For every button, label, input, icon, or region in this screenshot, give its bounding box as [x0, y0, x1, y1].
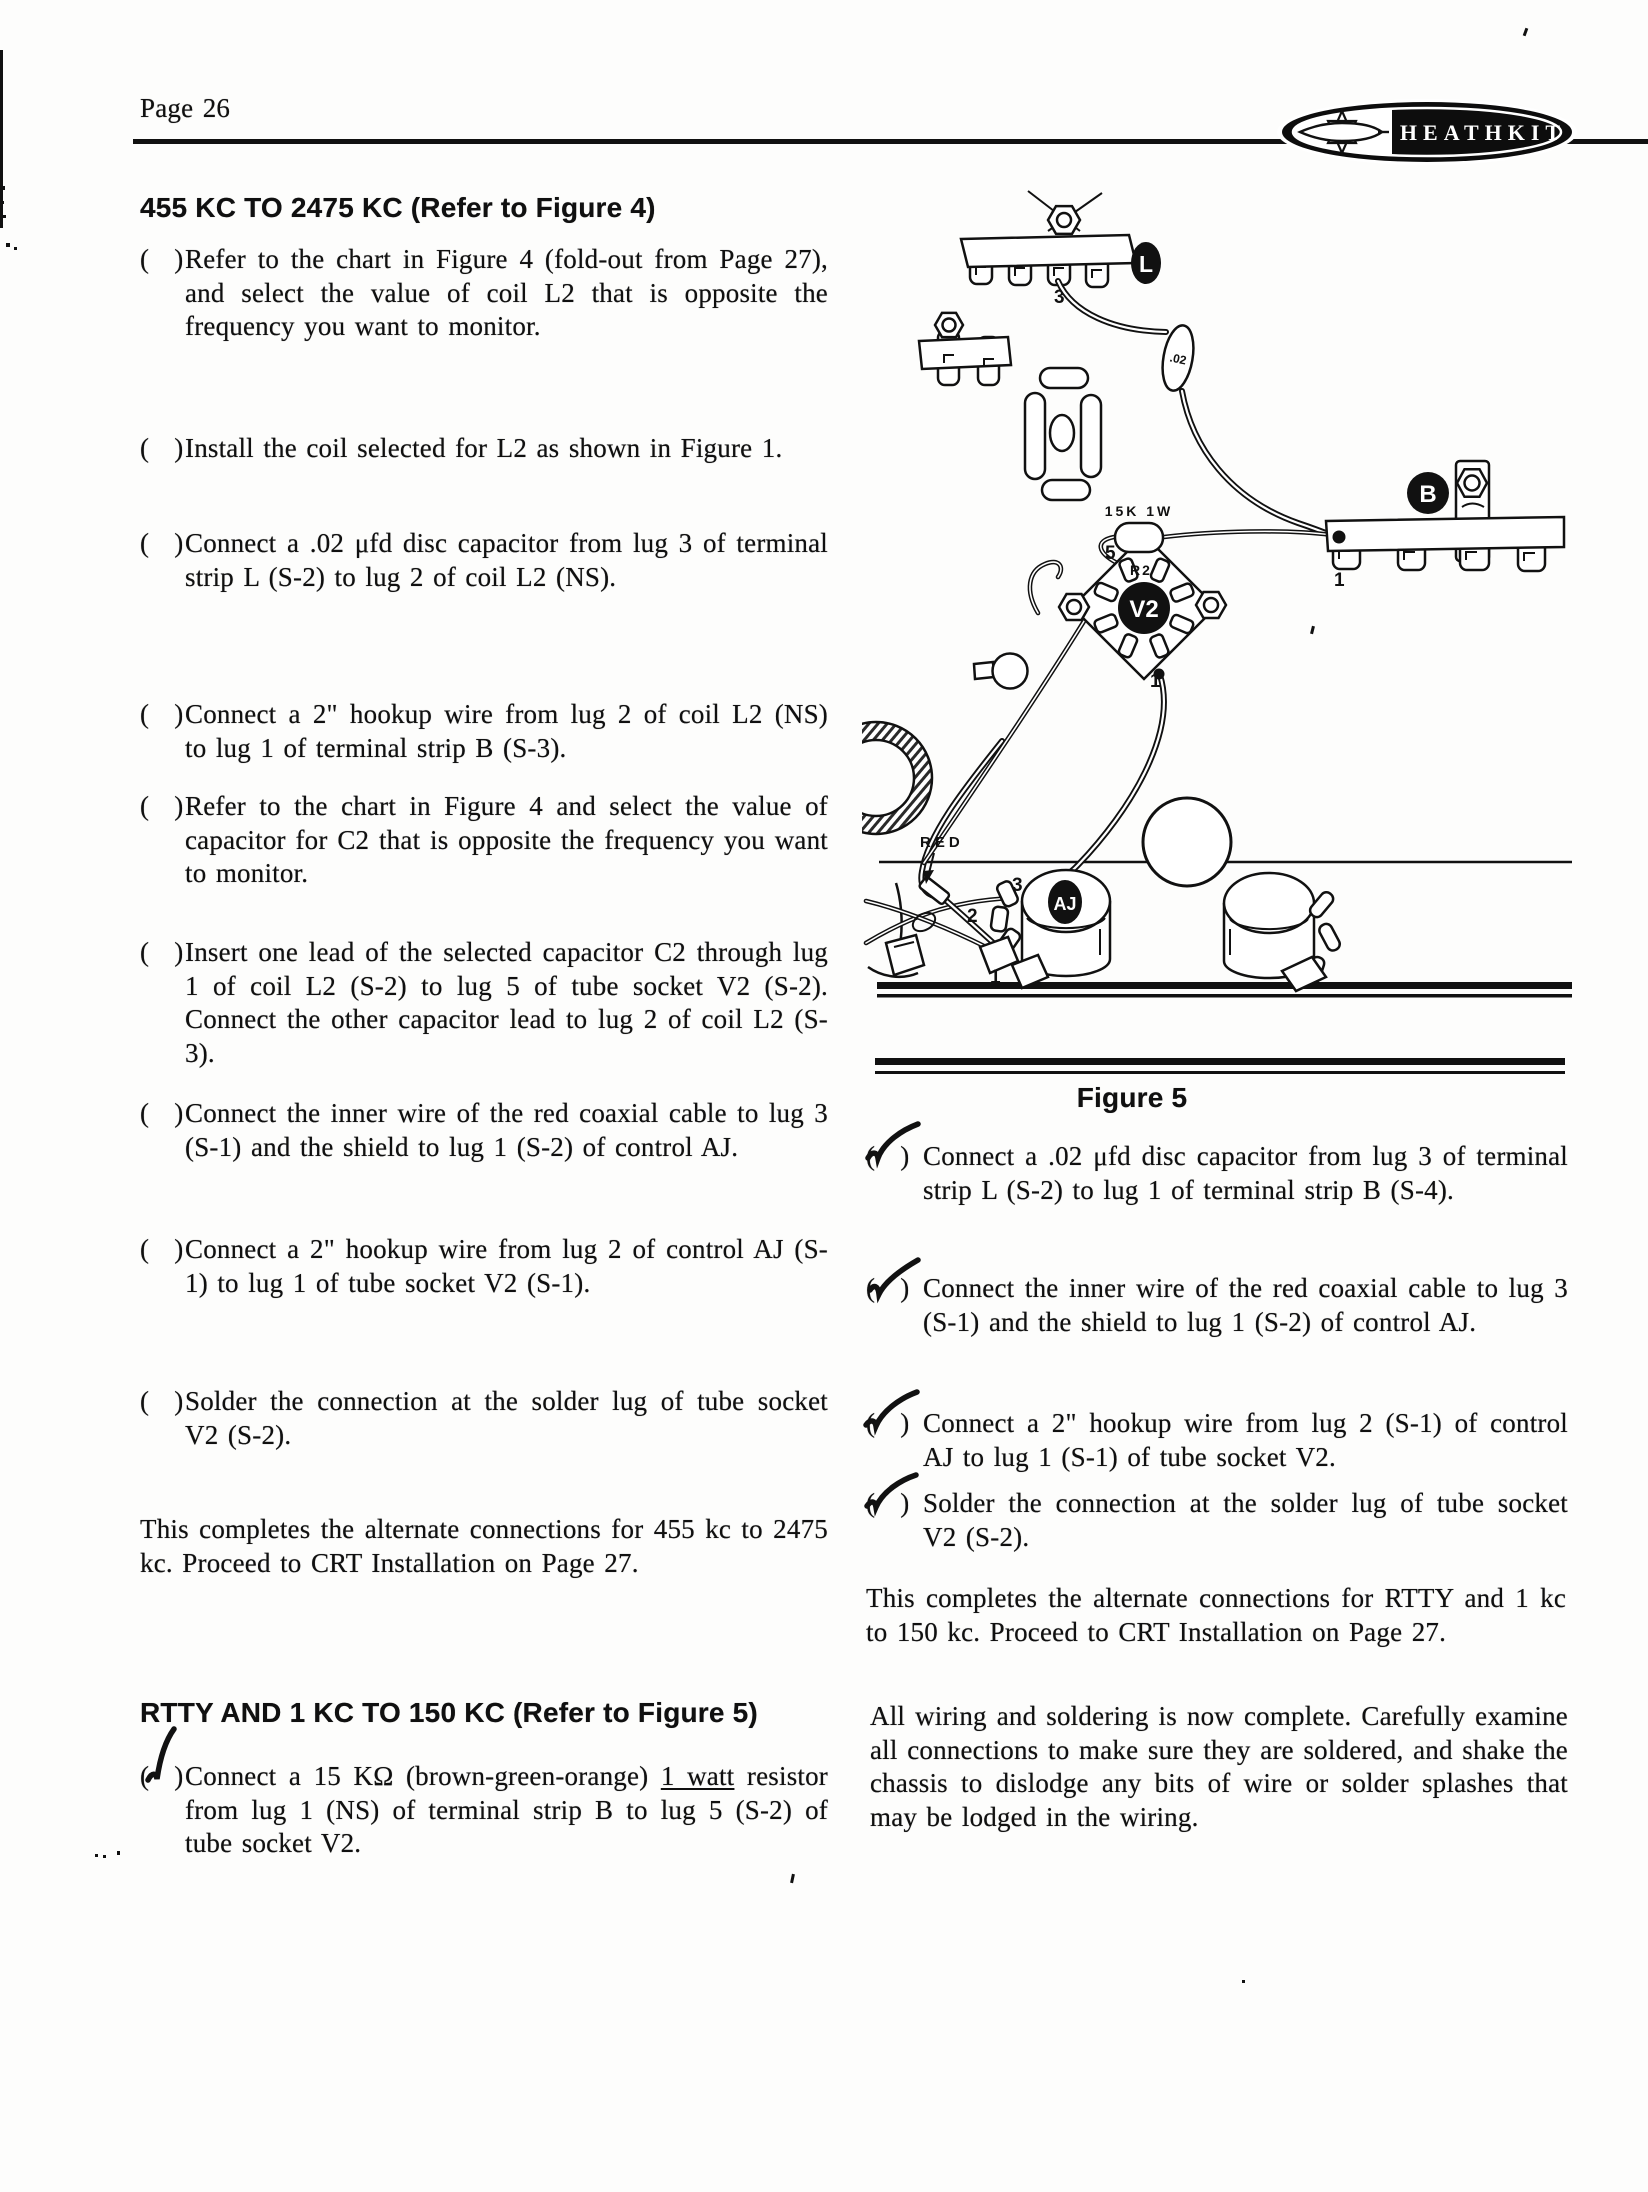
scan-artifact — [1242, 1980, 1245, 1983]
checkbox: ( ) — [866, 1408, 918, 1438]
checklist-item — [140, 698, 828, 765]
section-footer: This completes the alternate connections for 455 kc to 2475 kc. Proceed to CRT Installation on Page 27. — [140, 1514, 828, 1578]
aj-lug1-label: 1 — [990, 967, 1001, 988]
item-text: Connect a 2" hookup wire from lug 2 of control AJ (S-1) to lug 1 of tube socket V2 (S-1). — [185, 1234, 828, 1298]
chassis-hole — [1143, 798, 1231, 886]
resistor-value: 15K 1W — [1104, 503, 1174, 519]
section-footer-rtty: This completes the alternate connections for RTTY and 1 kc to 150 kc. Proceed to CRT Installation on Page 27. — [866, 1583, 1566, 1647]
scan-artifact — [0, 201, 4, 204]
heathkit-logo-icon — [1276, 98, 1578, 166]
b-badge-label: B — [1419, 481, 1437, 508]
checkbox: ( ) — [140, 937, 192, 967]
item-text-pre: Connect a 15 KΩ (brown-green-orange) — [185, 1761, 661, 1791]
checklist-item-checked — [866, 1140, 1568, 1207]
checklist-item — [140, 936, 828, 1070]
red-wire-label: RED — [920, 834, 964, 851]
item-text: Solder the connection at the solder lug of tube socket V2 (S-2). — [185, 1386, 828, 1450]
checklist-item — [140, 527, 828, 594]
checkbox: ( ) — [140, 1234, 192, 1264]
checkbox: ( ) — [866, 1273, 918, 1303]
checkbox: ( ) — [140, 1386, 192, 1416]
chassis-front-edge — [877, 982, 1572, 989]
coax-ferrule — [918, 876, 950, 905]
checklist-item — [140, 790, 828, 891]
item-text: Refer to the chart in Figure 4 and select the value of capacitor for C2 that is opposite the frequency you want to monitor. — [185, 791, 828, 888]
control-right — [1224, 873, 1342, 991]
item-text-underlined: 1 watt — [660, 1761, 735, 1791]
chassis-front-edge — [877, 994, 1572, 998]
checkbox: ( ) — [140, 244, 192, 274]
scan-artifact — [95, 1854, 98, 1857]
aj-lug2-label: 2 — [967, 906, 978, 927]
capacitor-lead — [1182, 391, 1336, 537]
scan-artifact — [1523, 28, 1529, 37]
checkbox: ( ) — [140, 1761, 192, 1791]
terminal-strip-small — [919, 313, 1011, 385]
item-text — [185, 1760, 828, 1861]
scan-artifact — [1, 215, 6, 218]
page-number: Page 26 — [140, 93, 231, 123]
item-text: Connect a .02 μfd disc capacitor from lug 3 of terminal strip L (S-2) to lug 1 of terminal strip B (S-4). — [923, 1141, 1568, 1205]
wire-v2-to-aj — [1028, 675, 1164, 897]
checklist-item — [140, 1233, 828, 1300]
figure-5 — [862, 185, 1572, 1005]
checklist-item-checked — [866, 1272, 1568, 1339]
item-text: Connect a 2" hookup wire from lug 2 of coil L2 (NS) to lug 1 of terminal strip B (S-3). — [185, 699, 828, 763]
checklist-item — [140, 1385, 828, 1452]
checklist-item — [140, 432, 828, 466]
checklist-item — [140, 1097, 828, 1164]
scan-artifact — [0, 186, 5, 190]
checkbox: ( ) — [140, 1098, 192, 1128]
v2-lug1-label: 1 — [1150, 671, 1161, 692]
checkbox: ( ) — [140, 791, 192, 821]
l-badge-label: L — [1138, 251, 1154, 277]
checkbox: ( ) — [140, 433, 192, 463]
capacitor-value: .02 — [1168, 350, 1188, 368]
b-lug1-label: 1 — [1334, 570, 1345, 591]
v2-lug5-label: 5 — [1105, 543, 1116, 564]
item-text: Connect the inner wire of the red coaxial cable to lug 3 (S-1) and the shield to lug 1 (S-2) of control AJ. — [185, 1098, 828, 1162]
figure-rule — [875, 1071, 1565, 1074]
section-title-rtty: RTTY AND 1 KC TO 150 KC (Refer to Figure 5) — [140, 1697, 758, 1728]
item-text: Connect the inner wire of the red coaxial cable to lug 3 (S-1) and the shield to lug 1 (S-2) of control AJ. — [923, 1273, 1568, 1337]
checkbox: ( ) — [140, 699, 192, 729]
aj-badge-label: AJ — [1053, 894, 1077, 914]
solder-lug — [886, 935, 924, 975]
checkbox: ( ) — [866, 1488, 918, 1518]
figure-rule — [875, 1058, 1565, 1065]
keyhole-cutout — [974, 654, 1028, 689]
figure-caption: Figure 5 — [1076, 1082, 1188, 1113]
scan-artifact — [117, 1851, 120, 1855]
terminal-strip-b — [1326, 461, 1564, 591]
checklist-item-checked — [866, 1407, 1568, 1474]
checklist-item-checked — [140, 1760, 828, 1861]
v2-badge-label: V2 — [1129, 596, 1159, 623]
scan-artifact — [103, 1855, 106, 1858]
closing-paragraph: All wiring and soldering is now complete. Carefully examine all connections to make sure they are soldered, and shake the chassis to dislodge any bits of wire or solder splashes that may be lodged in the wiring. — [870, 1701, 1568, 1832]
checkbox: ( ) — [866, 1141, 918, 1171]
item-text: Connect a 2" hookup wire from lug 2 (S-1) of control AJ to lug 1 (S-1) of tube socket V2. — [923, 1408, 1568, 1472]
tube-socket-v2 — [1059, 535, 1226, 692]
item-text: Solder the connection at the solder lug of tube socket V2 (S-2). — [923, 1488, 1568, 1552]
checklist-item-checked — [866, 1487, 1568, 1554]
aj-lug3-label: 3 — [1012, 875, 1023, 896]
resistor-ref: R2 — [1130, 562, 1152, 578]
item-text: Connect a .02 μfd disc capacitor from lug 3 of terminal strip L (S-2) to lug 2 of coil L2 (NS). — [185, 528, 828, 592]
heathkit-logo — [1276, 98, 1578, 166]
item-text: Install the coil selected for L2 as shown in Figure 1. — [185, 433, 783, 463]
scan-artifact — [6, 243, 10, 247]
scan-artifact — [14, 247, 17, 250]
item-text-post: resistor from lug 1 (NS) of terminal strip B to lug 5 (S-2) of tube socket V2. — [185, 1761, 828, 1858]
item-text: Insert one lead of the selected capacitor C2 through lug 1 of coil L2 (S-2) to lug 5 of tube socket V2 (S-2). Connect the other capacitor lead to lug 2 of coil L2 (S-3). — [185, 937, 828, 1068]
scan-artifact — [790, 1874, 795, 1883]
socket-plate-cutout — [1025, 368, 1101, 500]
section-title-455kc: 455 KC TO 2475 KC (Refer to Figure 4) — [140, 192, 656, 223]
l-lug3-label: 3 — [1054, 287, 1065, 308]
logo-text: HEATHKIT — [1399, 120, 1567, 145]
checklist-item — [140, 243, 828, 344]
ferrite-ring — [862, 722, 932, 834]
figure-5-diagram — [862, 185, 1572, 1005]
checkbox: ( ) — [140, 528, 192, 558]
control-aj — [967, 870, 1110, 988]
item-text: Refer to the chart in Figure 4 (fold-out from Page 27), and select the value of coil L2 that is opposite the frequency you want to monitor. — [185, 244, 828, 341]
